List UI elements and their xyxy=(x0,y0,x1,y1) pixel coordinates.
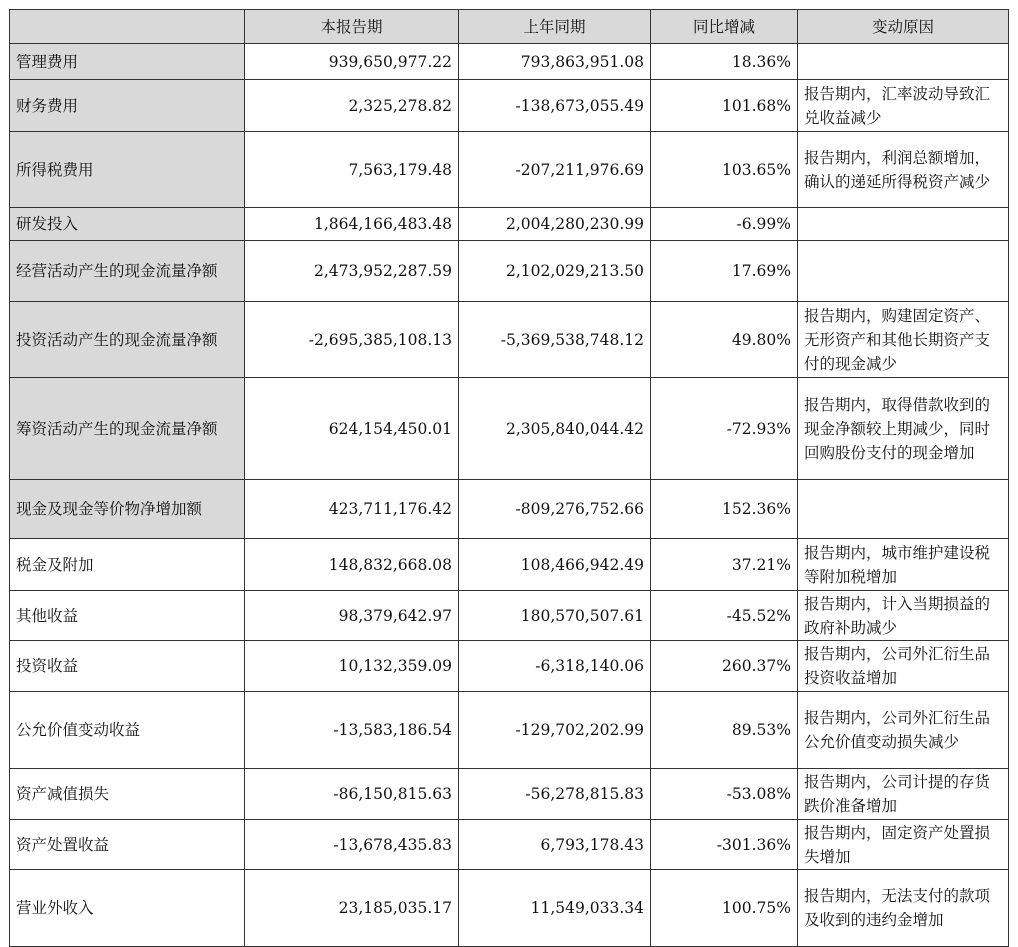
row-item: 营业外收入 xyxy=(10,870,245,947)
change-value: -72.93% xyxy=(651,378,798,480)
change-value: 18.36% xyxy=(651,44,798,80)
previous-value: -56,278,815.83 xyxy=(459,769,651,820)
header-item xyxy=(10,10,245,44)
current-value: -13,583,186.54 xyxy=(245,692,459,769)
row-item: 公允价值变动收益 xyxy=(10,692,245,769)
current-value: 939,650,977.22 xyxy=(245,44,459,80)
row-item: 研发投入 xyxy=(10,208,245,241)
row-item: 现金及现金等价物净增加额 xyxy=(10,480,245,539)
change-value: 152.36% xyxy=(651,480,798,539)
table-row xyxy=(10,44,1009,80)
previous-value: 2,004,280,230.99 xyxy=(459,208,651,241)
table-row xyxy=(10,591,1009,641)
header-change-reason: 变动原因 xyxy=(798,10,1009,44)
table-row xyxy=(10,132,1009,208)
header-yoy-change: 同比增减 xyxy=(651,10,798,44)
previous-value: 2,305,840,044.42 xyxy=(459,378,651,480)
table-row xyxy=(10,641,1009,692)
current-value: -13,678,435.83 xyxy=(245,820,459,870)
row-item: 经营活动产生的现金流量净额 xyxy=(10,241,245,302)
table-row xyxy=(10,241,1009,302)
row-item: 管理费用 xyxy=(10,44,245,80)
current-value: 23,185,035.17 xyxy=(245,870,459,947)
header-previous-period: 上年同期 xyxy=(459,10,651,44)
table-row xyxy=(10,539,1009,591)
change-value: 100.75% xyxy=(651,870,798,947)
change-value: 103.65% xyxy=(651,132,798,208)
current-value: -86,150,815.63 xyxy=(245,769,459,820)
current-value: 7,563,179.48 xyxy=(245,132,459,208)
previous-value: -6,318,140.06 xyxy=(459,641,651,692)
change-reason: 报告期内，汇率波动导致汇兑收益减少 xyxy=(798,80,1009,132)
change-reason: 报告期内，固定资产处置损失增加 xyxy=(798,820,1009,870)
table-row xyxy=(10,378,1009,480)
table-row xyxy=(10,692,1009,769)
current-value: -2,695,385,108.13 xyxy=(245,302,459,378)
table-row xyxy=(10,302,1009,378)
header-row xyxy=(10,10,1009,44)
table-row xyxy=(10,769,1009,820)
row-item: 筹资活动产生的现金流量净额 xyxy=(10,378,245,480)
current-value: 10,132,359.09 xyxy=(245,641,459,692)
header-current-period: 本报告期 xyxy=(245,10,459,44)
current-value: 1,864,166,483.48 xyxy=(245,208,459,241)
change-reason: 报告期内，利润总额增加，确认的递延所得税资产减少 xyxy=(798,132,1009,208)
change-value: -301.36% xyxy=(651,820,798,870)
table-row xyxy=(10,480,1009,539)
change-value: 260.37% xyxy=(651,641,798,692)
current-value: 423,711,176.42 xyxy=(245,480,459,539)
previous-value: 793,863,951.08 xyxy=(459,44,651,80)
row-item: 资产减值损失 xyxy=(10,769,245,820)
row-item: 所得税费用 xyxy=(10,132,245,208)
previous-value: -809,276,752.66 xyxy=(459,480,651,539)
change-reason xyxy=(798,241,1009,302)
change-reason: 报告期内，公司外汇衍生品投资收益增加 xyxy=(798,641,1009,692)
row-item: 财务费用 xyxy=(10,80,245,132)
change-value: 101.68% xyxy=(651,80,798,132)
change-reason xyxy=(798,480,1009,539)
change-value: 49.80% xyxy=(651,302,798,378)
previous-value: 2,102,029,213.50 xyxy=(459,241,651,302)
previous-value: 11,549,033.34 xyxy=(459,870,651,947)
change-value: 89.53% xyxy=(651,692,798,769)
change-reason: 报告期内，公司计提的存货跌价准备增加 xyxy=(798,769,1009,820)
row-item: 投资收益 xyxy=(10,641,245,692)
change-reason: 报告期内，城市维护建设税等附加税增加 xyxy=(798,539,1009,591)
change-value: -6.99% xyxy=(651,208,798,241)
previous-value: -207,211,976.69 xyxy=(459,132,651,208)
table-row xyxy=(10,820,1009,870)
previous-value: 180,570,507.61 xyxy=(459,591,651,641)
row-item: 资产处置收益 xyxy=(10,820,245,870)
previous-value: -129,702,202.99 xyxy=(459,692,651,769)
change-reason: 报告期内，无法支付的款项及收到的违约金增加 xyxy=(798,870,1009,947)
change-reason: 报告期内，购建固定资产、无形资产和其他长期资产支付的现金减少 xyxy=(798,302,1009,378)
table-row xyxy=(10,870,1009,947)
change-reason xyxy=(798,44,1009,80)
financial-change-table xyxy=(9,9,1009,947)
change-value: -45.52% xyxy=(651,591,798,641)
change-reason: 报告期内，计入当期损益的政府补助减少 xyxy=(798,591,1009,641)
change-reason: 报告期内，公司外汇衍生品公允价值变动损失减少 xyxy=(798,692,1009,769)
row-item: 投资活动产生的现金流量净额 xyxy=(10,302,245,378)
table-row xyxy=(10,80,1009,132)
current-value: 624,154,450.01 xyxy=(245,378,459,480)
row-item: 税金及附加 xyxy=(10,539,245,591)
previous-value: -5,369,538,748.12 xyxy=(459,302,651,378)
change-reason: 报告期内，取得借款收到的现金净额较上期减少，同时回购股份支付的现金增加 xyxy=(798,378,1009,480)
previous-value: -138,673,055.49 xyxy=(459,80,651,132)
current-value: 2,325,278.82 xyxy=(245,80,459,132)
current-value: 148,832,668.08 xyxy=(245,539,459,591)
change-reason xyxy=(798,208,1009,241)
change-value: -53.08% xyxy=(651,769,798,820)
previous-value: 6,793,178.43 xyxy=(459,820,651,870)
row-item: 其他收益 xyxy=(10,591,245,641)
change-value: 17.69% xyxy=(651,241,798,302)
table-row xyxy=(10,208,1009,241)
current-value: 2,473,952,287.59 xyxy=(245,241,459,302)
change-value: 37.21% xyxy=(651,539,798,591)
current-value: 98,379,642.97 xyxy=(245,591,459,641)
previous-value: 108,466,942.49 xyxy=(459,539,651,591)
